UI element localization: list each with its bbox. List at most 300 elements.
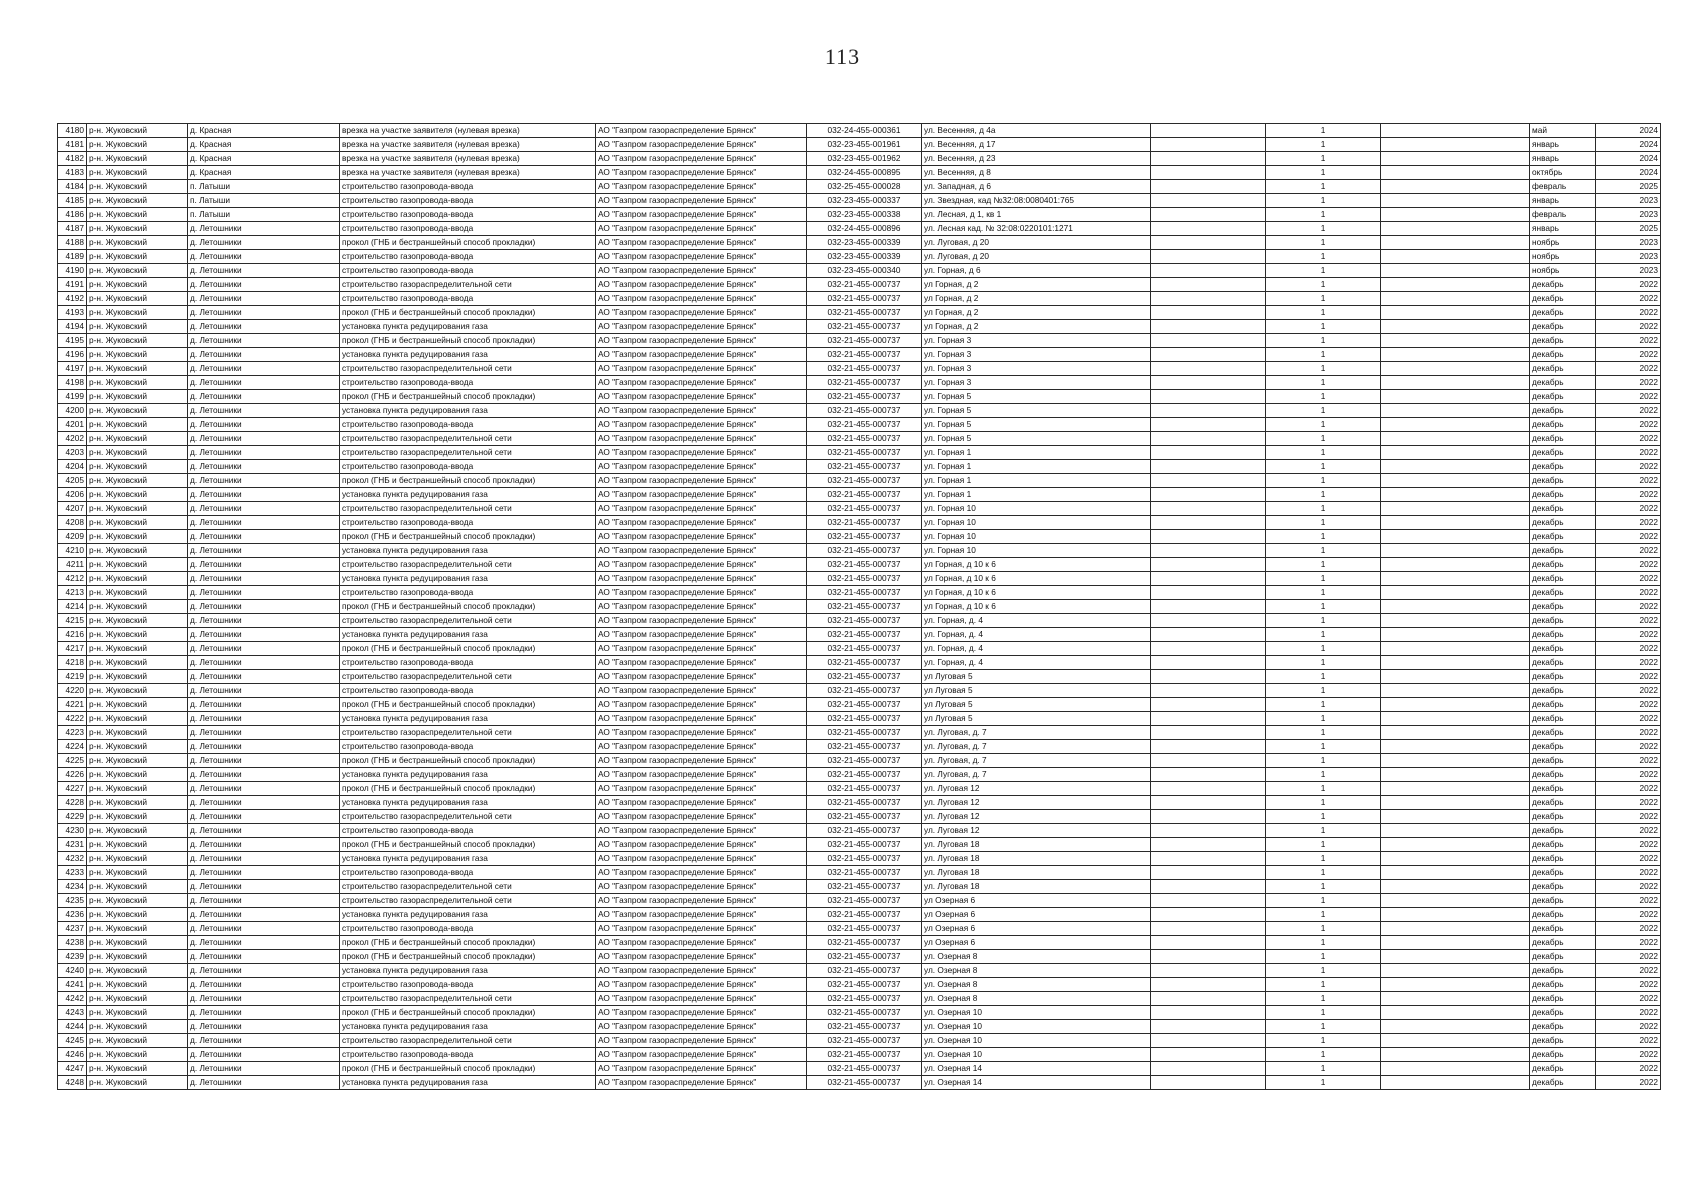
cell-quantity: 1 (1266, 614, 1381, 628)
cell-work-type: строительство газораспределительной сети (340, 502, 596, 516)
cell-empty-cell-2 (1381, 558, 1530, 572)
cell-month: декабрь (1530, 600, 1596, 614)
cell-month: декабрь (1530, 866, 1596, 880)
cell-district: р-н. Жуковский (87, 754, 188, 768)
cell-quantity: 1 (1266, 796, 1381, 810)
table-row (58, 768, 1661, 782)
cell-month: февраль (1530, 208, 1596, 222)
cell-year: 2022 (1596, 1006, 1661, 1020)
table-row (58, 334, 1661, 348)
cell-address: ул. Озерная 14 (922, 1076, 1151, 1090)
cell-organization: АО "Газпром газораспределение Брянск" (596, 390, 807, 404)
cell-year: 2022 (1596, 572, 1661, 586)
cell-organization: АО "Газпром газораспределение Брянск" (596, 348, 807, 362)
cell-month: декабрь (1530, 950, 1596, 964)
cell-organization: АО "Газпром газораспределение Брянск" (596, 152, 807, 166)
cell-empty-cell-2 (1381, 418, 1530, 432)
cell-application-number: 032-21-455-000737 (807, 320, 922, 334)
cell-quantity: 1 (1266, 1048, 1381, 1062)
cell-application-number: 032-21-455-000737 (807, 712, 922, 726)
cell-empty-cell-1 (1151, 1076, 1266, 1090)
cell-month: декабрь (1530, 810, 1596, 824)
cell-empty-cell-2 (1381, 460, 1530, 474)
cell-application-number: 032-21-455-000737 (807, 628, 922, 642)
cell-address: ул. Луговая, д. 7 (922, 740, 1151, 754)
cell-organization: АО "Газпром газораспределение Брянск" (596, 460, 807, 474)
cell-quantity: 1 (1266, 460, 1381, 474)
cell-quantity: 1 (1266, 740, 1381, 754)
cell-work-type: строительство газопровода-ввода (340, 418, 596, 432)
cell-organization: АО "Газпром газораспределение Брянск" (596, 418, 807, 432)
table-row (58, 642, 1661, 656)
cell-district: р-н. Жуковский (87, 558, 188, 572)
table-row (58, 320, 1661, 334)
cell-application-number: 032-21-455-000737 (807, 1006, 922, 1020)
cell-organization: АО "Газпром газораспределение Брянск" (596, 936, 807, 950)
cell-application-number: 032-25-455-000028 (807, 180, 922, 194)
cell-settlement: д. Летошники (188, 838, 340, 852)
cell-row-number: 4188 (58, 236, 87, 250)
cell-empty-cell-2 (1381, 782, 1530, 796)
cell-year: 2022 (1596, 894, 1661, 908)
cell-quantity: 1 (1266, 404, 1381, 418)
cell-month: декабрь (1530, 292, 1596, 306)
cell-empty-cell-1 (1151, 488, 1266, 502)
cell-settlement: д. Летошники (188, 866, 340, 880)
cell-year: 2024 (1596, 166, 1661, 180)
cell-quantity: 1 (1266, 670, 1381, 684)
cell-month: декабрь (1530, 586, 1596, 600)
cell-month: январь (1530, 194, 1596, 208)
cell-empty-cell-2 (1381, 376, 1530, 390)
table-row (58, 362, 1661, 376)
cell-quantity: 1 (1266, 782, 1381, 796)
cell-application-number: 032-23-455-001961 (807, 138, 922, 152)
cell-empty-cell-1 (1151, 614, 1266, 628)
cell-address: ул. Луговая 18 (922, 880, 1151, 894)
cell-year: 2024 (1596, 152, 1661, 166)
cell-row-number: 4203 (58, 446, 87, 460)
table-row (58, 852, 1661, 866)
cell-row-number: 4200 (58, 404, 87, 418)
table-row (58, 474, 1661, 488)
cell-quantity: 1 (1266, 1020, 1381, 1034)
cell-quantity: 1 (1266, 334, 1381, 348)
cell-work-type: строительство газопровода-ввода (340, 656, 596, 670)
cell-settlement: д. Летошники (188, 852, 340, 866)
cell-organization: АО "Газпром газораспределение Брянск" (596, 838, 807, 852)
table-row (58, 712, 1661, 726)
cell-year: 2022 (1596, 740, 1661, 754)
cell-application-number: 032-21-455-000737 (807, 292, 922, 306)
cell-settlement: д. Летошники (188, 950, 340, 964)
cell-settlement: д. Летошники (188, 236, 340, 250)
table-row (58, 306, 1661, 320)
cell-work-type: строительство газораспределительной сети (340, 670, 596, 684)
cell-address: ул Горная, д 2 (922, 278, 1151, 292)
cell-quantity: 1 (1266, 572, 1381, 586)
cell-row-number: 4190 (58, 264, 87, 278)
cell-organization: АО "Газпром газораспределение Брянск" (596, 614, 807, 628)
cell-organization: АО "Газпром газораспределение Брянск" (596, 376, 807, 390)
cell-month: декабрь (1530, 978, 1596, 992)
cell-work-type: строительство газопровода-ввода (340, 516, 596, 530)
cell-district: р-н. Жуковский (87, 152, 188, 166)
cell-application-number: 032-23-455-000340 (807, 264, 922, 278)
cell-settlement: д. Летошники (188, 1034, 340, 1048)
cell-district: р-н. Жуковский (87, 488, 188, 502)
cell-settlement: д. Летошники (188, 894, 340, 908)
cell-month: декабрь (1530, 894, 1596, 908)
cell-empty-cell-2 (1381, 292, 1530, 306)
cell-work-type: строительство газораспределительной сети (340, 278, 596, 292)
cell-district: р-н. Жуковский (87, 670, 188, 684)
cell-address: ул. Луговая 18 (922, 866, 1151, 880)
cell-year: 2022 (1596, 404, 1661, 418)
cell-organization: АО "Газпром газораспределение Брянск" (596, 222, 807, 236)
cell-district: р-н. Жуковский (87, 796, 188, 810)
cell-year: 2022 (1596, 446, 1661, 460)
cell-month: декабрь (1530, 852, 1596, 866)
cell-address: ул. Весенняя, д 23 (922, 152, 1151, 166)
cell-quantity: 1 (1266, 306, 1381, 320)
cell-row-number: 4246 (58, 1048, 87, 1062)
cell-row-number: 4196 (58, 348, 87, 362)
cell-row-number: 4206 (58, 488, 87, 502)
cell-settlement: д. Летошники (188, 698, 340, 712)
cell-row-number: 4241 (58, 978, 87, 992)
cell-empty-cell-1 (1151, 138, 1266, 152)
cell-month: декабрь (1530, 320, 1596, 334)
cell-year: 2022 (1596, 614, 1661, 628)
cell-organization: АО "Газпром газораспределение Брянск" (596, 250, 807, 264)
cell-empty-cell-1 (1151, 1006, 1266, 1020)
table-row (58, 376, 1661, 390)
cell-work-type: строительство газопровода-ввода (340, 376, 596, 390)
cell-district: р-н. Жуковский (87, 1076, 188, 1090)
cell-district: р-н. Жуковский (87, 446, 188, 460)
table-row (58, 446, 1661, 460)
cell-district: р-н. Жуковский (87, 992, 188, 1006)
cell-row-number: 4198 (58, 376, 87, 390)
cell-settlement: д. Летошники (188, 488, 340, 502)
cell-settlement: д. Летошники (188, 768, 340, 782)
table-row (58, 964, 1661, 978)
cell-quantity: 1 (1266, 264, 1381, 278)
cell-organization: АО "Газпром газораспределение Брянск" (596, 558, 807, 572)
cell-district: р-н. Жуковский (87, 586, 188, 600)
cell-work-type: строительство газопровода-ввода (340, 222, 596, 236)
table-row (58, 866, 1661, 880)
table-row (58, 880, 1661, 894)
cell-row-number: 4212 (58, 572, 87, 586)
cell-address: ул. Лесная кад. № 32:08:0220101:1271 (922, 222, 1151, 236)
cell-empty-cell-1 (1151, 572, 1266, 586)
cell-organization: АО "Газпром газораспределение Брянск" (596, 642, 807, 656)
cell-year: 2022 (1596, 376, 1661, 390)
table-row (58, 824, 1661, 838)
cell-district: р-н. Жуковский (87, 600, 188, 614)
cell-empty-cell-2 (1381, 600, 1530, 614)
cell-work-type: прокол (ГНБ и бестраншейный способ прокладки) (340, 474, 596, 488)
cell-empty-cell-1 (1151, 320, 1266, 334)
cell-quantity: 1 (1266, 880, 1381, 894)
cell-row-number: 4216 (58, 628, 87, 642)
cell-year: 2022 (1596, 936, 1661, 950)
cell-year: 2022 (1596, 642, 1661, 656)
table-row (58, 488, 1661, 502)
table-row (58, 124, 1661, 138)
cell-organization: АО "Газпром газораспределение Брянск" (596, 1048, 807, 1062)
cell-settlement: д. Летошники (188, 1076, 340, 1090)
cell-district: р-н. Жуковский (87, 278, 188, 292)
cell-row-number: 4211 (58, 558, 87, 572)
cell-month: декабрь (1530, 460, 1596, 474)
cell-year: 2022 (1596, 418, 1661, 432)
cell-organization: АО "Газпром газораспределение Брянск" (596, 404, 807, 418)
cell-district: р-н. Жуковский (87, 824, 188, 838)
cell-address: ул. Луговая, д. 7 (922, 754, 1151, 768)
cell-organization: АО "Газпром газораспределение Брянск" (596, 306, 807, 320)
cell-application-number: 032-21-455-000737 (807, 950, 922, 964)
cell-application-number: 032-21-455-000737 (807, 600, 922, 614)
cell-row-number: 4231 (58, 838, 87, 852)
cell-work-type: строительство газораспределительной сети (340, 880, 596, 894)
cell-empty-cell-2 (1381, 614, 1530, 628)
cell-address: ул. Луговая 12 (922, 782, 1151, 796)
cell-address: ул. Горная 5 (922, 432, 1151, 446)
table-row (58, 404, 1661, 418)
cell-organization: АО "Газпром газораспределение Брянск" (596, 810, 807, 824)
cell-month: декабрь (1530, 754, 1596, 768)
cell-empty-cell-1 (1151, 208, 1266, 222)
cell-year: 2022 (1596, 810, 1661, 824)
cell-month: декабрь (1530, 502, 1596, 516)
cell-application-number: 032-21-455-000737 (807, 642, 922, 656)
cell-month: декабрь (1530, 278, 1596, 292)
cell-district: р-н. Жуковский (87, 376, 188, 390)
data-table (57, 123, 1661, 1090)
cell-empty-cell-1 (1151, 222, 1266, 236)
cell-organization: АО "Газпром газораспределение Брянск" (596, 432, 807, 446)
cell-address: ул Озерная 6 (922, 936, 1151, 950)
cell-application-number: 032-21-455-000737 (807, 348, 922, 362)
cell-empty-cell-2 (1381, 572, 1530, 586)
cell-empty-cell-2 (1381, 726, 1530, 740)
cell-month: декабрь (1530, 964, 1596, 978)
cell-empty-cell-2 (1381, 474, 1530, 488)
cell-empty-cell-2 (1381, 866, 1530, 880)
table-row (58, 460, 1661, 474)
table-row (58, 978, 1661, 992)
cell-year: 2022 (1596, 558, 1661, 572)
cell-address: ул Горная, д 2 (922, 292, 1151, 306)
cell-empty-cell-2 (1381, 628, 1530, 642)
cell-organization: АО "Газпром газораспределение Брянск" (596, 922, 807, 936)
cell-month: декабрь (1530, 992, 1596, 1006)
cell-empty-cell-2 (1381, 670, 1530, 684)
cell-application-number: 032-21-455-000737 (807, 824, 922, 838)
cell-settlement: д. Красная (188, 152, 340, 166)
cell-work-type: строительство газопровода-ввода (340, 740, 596, 754)
cell-settlement: д. Летошники (188, 544, 340, 558)
table-row (58, 628, 1661, 642)
cell-empty-cell-1 (1151, 292, 1266, 306)
cell-quantity: 1 (1266, 628, 1381, 642)
table-row (58, 950, 1661, 964)
cell-row-number: 4213 (58, 586, 87, 600)
cell-settlement: д. Летошники (188, 1062, 340, 1076)
cell-district: р-н. Жуковский (87, 698, 188, 712)
cell-month: декабрь (1530, 362, 1596, 376)
cell-empty-cell-2 (1381, 208, 1530, 222)
cell-settlement: д. Летошники (188, 964, 340, 978)
cell-quantity: 1 (1266, 768, 1381, 782)
table-row (58, 586, 1661, 600)
cell-address: ул Луговая 5 (922, 698, 1151, 712)
cell-year: 2022 (1596, 782, 1661, 796)
cell-district: р-н. Жуковский (87, 208, 188, 222)
cell-work-type: врезка на участке заявителя (нулевая врезка) (340, 138, 596, 152)
cell-row-number: 4248 (58, 1076, 87, 1090)
cell-month: декабрь (1530, 306, 1596, 320)
cell-year: 2022 (1596, 964, 1661, 978)
cell-empty-cell-2 (1381, 432, 1530, 446)
cell-quantity: 1 (1266, 418, 1381, 432)
cell-year: 2022 (1596, 348, 1661, 362)
cell-year: 2022 (1596, 502, 1661, 516)
cell-work-type: прокол (ГНБ и бестраншейный способ прокладки) (340, 782, 596, 796)
cell-quantity: 1 (1266, 978, 1381, 992)
cell-month: декабрь (1530, 390, 1596, 404)
cell-empty-cell-1 (1151, 278, 1266, 292)
cell-quantity: 1 (1266, 544, 1381, 558)
cell-district: р-н. Жуковский (87, 838, 188, 852)
cell-empty-cell-2 (1381, 796, 1530, 810)
cell-application-number: 032-23-455-000339 (807, 250, 922, 264)
cell-settlement: д. Летошники (188, 726, 340, 740)
cell-row-number: 4240 (58, 964, 87, 978)
cell-organization: АО "Газпром газораспределение Брянск" (596, 208, 807, 222)
cell-year: 2022 (1596, 432, 1661, 446)
cell-empty-cell-1 (1151, 810, 1266, 824)
table-row (58, 782, 1661, 796)
cell-row-number: 4215 (58, 614, 87, 628)
cell-year: 2022 (1596, 880, 1661, 894)
cell-empty-cell-2 (1381, 950, 1530, 964)
cell-empty-cell-1 (1151, 362, 1266, 376)
cell-month: декабрь (1530, 698, 1596, 712)
cell-empty-cell-1 (1151, 950, 1266, 964)
cell-year: 2022 (1596, 698, 1661, 712)
cell-month: декабрь (1530, 516, 1596, 530)
cell-year: 2022 (1596, 684, 1661, 698)
cell-month: декабрь (1530, 474, 1596, 488)
cell-work-type: прокол (ГНБ и бестраншейный способ прокладки) (340, 390, 596, 404)
table-row (58, 250, 1661, 264)
cell-year: 2022 (1596, 362, 1661, 376)
cell-organization: АО "Газпром газораспределение Брянск" (596, 656, 807, 670)
cell-year: 2022 (1596, 474, 1661, 488)
cell-month: декабрь (1530, 334, 1596, 348)
cell-organization: АО "Газпром газораспределение Брянск" (596, 1062, 807, 1076)
cell-district: р-н. Жуковский (87, 768, 188, 782)
cell-empty-cell-2 (1381, 390, 1530, 404)
data-sheet (57, 123, 1660, 1090)
cell-application-number: 032-21-455-000737 (807, 572, 922, 586)
cell-quantity: 1 (1266, 852, 1381, 866)
cell-quantity: 1 (1266, 180, 1381, 194)
cell-row-number: 4204 (58, 460, 87, 474)
cell-organization: АО "Газпром газораспределение Брянск" (596, 978, 807, 992)
table-row (58, 726, 1661, 740)
cell-empty-cell-1 (1151, 768, 1266, 782)
cell-year: 2025 (1596, 180, 1661, 194)
cell-row-number: 4243 (58, 1006, 87, 1020)
cell-row-number: 4208 (58, 516, 87, 530)
cell-settlement: д. Летошники (188, 306, 340, 320)
cell-month: декабрь (1530, 1048, 1596, 1062)
cell-empty-cell-1 (1151, 152, 1266, 166)
cell-district: р-н. Жуковский (87, 250, 188, 264)
cell-settlement: д. Летошники (188, 908, 340, 922)
cell-work-type: строительство газораспределительной сети (340, 810, 596, 824)
cell-empty-cell-2 (1381, 348, 1530, 362)
cell-quantity: 1 (1266, 292, 1381, 306)
cell-empty-cell-1 (1151, 684, 1266, 698)
cell-month: декабрь (1530, 1006, 1596, 1020)
cell-organization: АО "Газпром газораспределение Брянск" (596, 166, 807, 180)
cell-settlement: д. Красная (188, 166, 340, 180)
cell-organization: АО "Газпром газораспределение Брянск" (596, 698, 807, 712)
cell-organization: АО "Газпром газораспределение Брянск" (596, 334, 807, 348)
cell-organization: АО "Газпром газораспределение Брянск" (596, 124, 807, 138)
cell-work-type: строительство газопровода-ввода (340, 208, 596, 222)
cell-work-type: строительство газораспределительной сети (340, 446, 596, 460)
cell-settlement: д. Летошники (188, 474, 340, 488)
cell-address: ул. Озерная 8 (922, 964, 1151, 978)
cell-organization: АО "Газпром газораспределение Брянск" (596, 894, 807, 908)
cell-settlement: д. Летошники (188, 460, 340, 474)
cell-row-number: 4239 (58, 950, 87, 964)
cell-row-number: 4197 (58, 362, 87, 376)
cell-work-type: строительство газопровода-ввода (340, 264, 596, 278)
table-row (58, 1006, 1661, 1020)
cell-quantity: 1 (1266, 684, 1381, 698)
cell-empty-cell-1 (1151, 460, 1266, 474)
cell-work-type: установка пункта редуцирования газа (340, 796, 596, 810)
cell-row-number: 4229 (58, 810, 87, 824)
cell-work-type: прокол (ГНБ и бестраншейный способ прокладки) (340, 530, 596, 544)
cell-application-number: 032-21-455-000737 (807, 418, 922, 432)
cell-empty-cell-1 (1151, 852, 1266, 866)
cell-address: ул. Звездная, кад №32:08:0080401:765 (922, 194, 1151, 208)
cell-application-number: 032-21-455-000737 (807, 1062, 922, 1076)
cell-month: декабрь (1530, 1034, 1596, 1048)
cell-empty-cell-2 (1381, 362, 1530, 376)
cell-quantity: 1 (1266, 432, 1381, 446)
cell-application-number: 032-21-455-000737 (807, 1076, 922, 1090)
table-row (58, 502, 1661, 516)
cell-empty-cell-2 (1381, 586, 1530, 600)
cell-empty-cell-1 (1151, 824, 1266, 838)
table-row (58, 432, 1661, 446)
table-row (58, 222, 1661, 236)
cell-organization: АО "Газпром газораспределение Брянск" (596, 628, 807, 642)
cell-organization: АО "Газпром газораспределение Брянск" (596, 866, 807, 880)
cell-address: ул. Горная 5 (922, 404, 1151, 418)
cell-district: р-н. Жуковский (87, 936, 188, 950)
